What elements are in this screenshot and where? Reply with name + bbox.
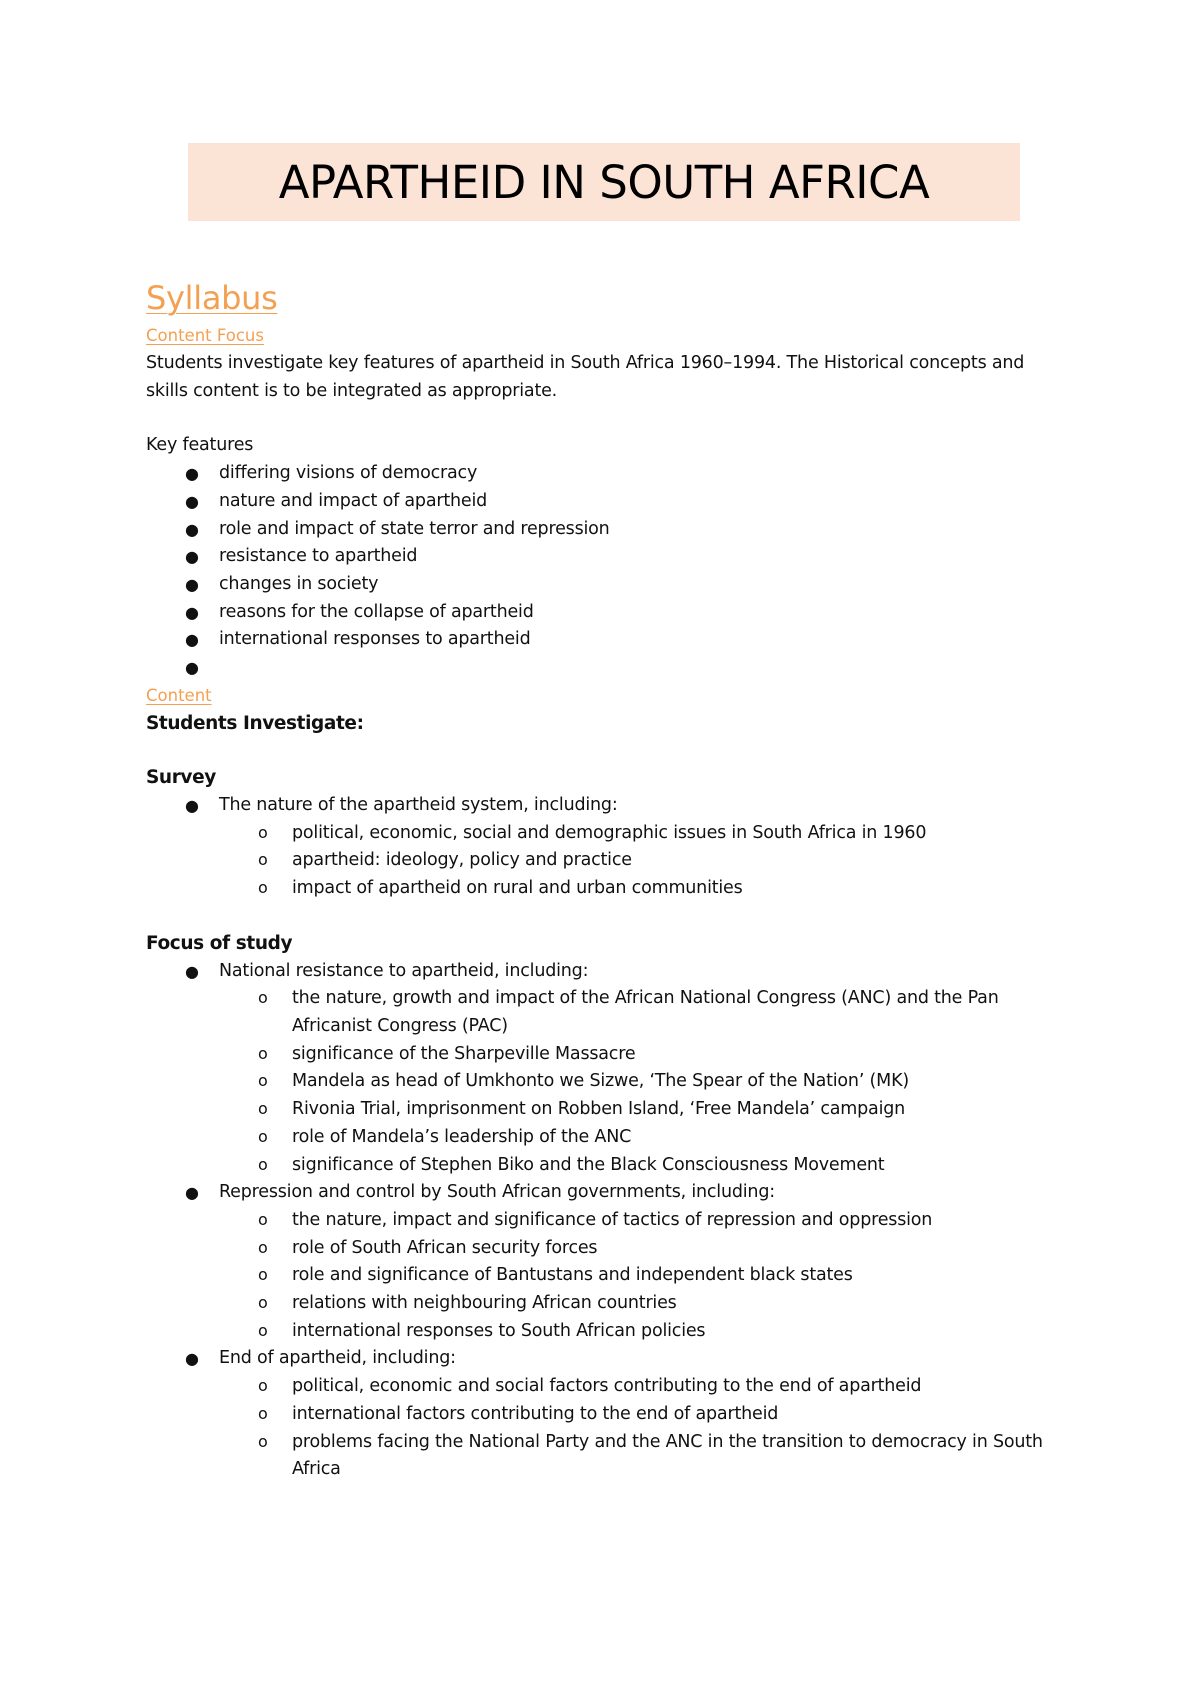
sub-list-item-text: significance of Stephen Biko and the Black Consciousness Movement	[292, 1154, 885, 1175]
sub-list-item-text: significance of the Sharpeville Massacre	[292, 1043, 636, 1064]
sub-list-item-text: international responses to South African policies	[292, 1320, 706, 1341]
bullet-icon: ●	[185, 796, 199, 816]
sub-list	[146, 1373, 1066, 1484]
key-feature-item	[146, 571, 1066, 599]
bullet-icon: ●	[185, 464, 199, 484]
sub-bullet-icon: o	[258, 988, 268, 1008]
list-item-text: The nature of the apartheid system, including:	[219, 795, 618, 816]
sub-list-item-text: problems facing the National Party and the ANC in the transition to democracy in South Africa	[292, 1431, 1043, 1480]
key-features-list	[146, 460, 1066, 682]
key-feature-text: role and impact of state terror and repression	[219, 518, 610, 539]
sub-list-item	[146, 1318, 1066, 1346]
sub-list	[146, 985, 1066, 1179]
content-heading: Content	[146, 685, 212, 705]
key-feature-item	[146, 488, 1066, 516]
sub-list-item	[146, 847, 1066, 875]
sub-list-item-text: apartheid: ideology, policy and practice	[292, 850, 632, 871]
bullet-icon: ●	[185, 602, 199, 622]
sub-list-item-text: role and significance of Bantustans and independent black states	[292, 1265, 853, 1286]
sub-bullet-icon: o	[258, 1265, 268, 1285]
key-feature-text: nature and impact of apartheid	[219, 490, 488, 511]
bullet-icon: ●	[185, 547, 199, 567]
sub-bullet-icon: o	[258, 1293, 268, 1313]
sub-bullet-icon: o	[258, 822, 268, 842]
document-body	[146, 274, 1066, 1484]
key-feature-item	[146, 460, 1066, 488]
sub-bullet-icon: o	[258, 1099, 268, 1119]
sub-bullet-icon: o	[258, 1431, 268, 1451]
list-item-text: National resistance to apartheid, including:	[219, 960, 589, 981]
sub-list-item	[146, 1373, 1066, 1401]
content-focus-heading: Content Focus	[146, 326, 264, 345]
sub-list-item-text: the nature, impact and significance of tactics of repression and oppression	[292, 1209, 933, 1230]
bullet-icon: ●	[185, 630, 199, 650]
sub-list	[146, 1207, 1066, 1346]
sub-list-item	[146, 1207, 1066, 1235]
sub-bullet-icon: o	[258, 850, 268, 870]
key-features-label: Key features	[146, 435, 254, 456]
key-feature-text: reasons for the collapse of apartheid	[219, 601, 534, 622]
sub-list-item	[146, 1429, 1066, 1484]
sub-list-item	[146, 820, 1066, 848]
bullet-icon: ●	[185, 1183, 199, 1203]
title-banner	[188, 143, 1020, 221]
sub-bullet-icon: o	[258, 1376, 268, 1396]
list-item	[146, 958, 1066, 986]
sub-list-item	[146, 1068, 1066, 1096]
key-feature-item	[146, 599, 1066, 627]
bullet-icon: ●	[185, 658, 199, 678]
sub-list-item-text: political, economic, social and demographic issues in South Africa in 1960	[292, 822, 927, 843]
key-feature-item	[146, 654, 1066, 682]
sub-list-item	[146, 985, 1066, 1040]
sub-bullet-icon: o	[258, 1126, 268, 1146]
content-focus-paragraph: Students investigate key features of apartheid in South Africa 1960–1994. The Historical concepts and skills content is to be integrated as appropriate.	[146, 353, 1025, 401]
sub-list-item	[146, 875, 1066, 903]
list-item	[146, 1345, 1066, 1373]
key-feature-text: differing visions of democracy	[219, 463, 478, 484]
sub-list-item-text: political, economic and social factors contributing to the end of apartheid	[292, 1376, 922, 1397]
sub-list-item	[146, 1041, 1066, 1069]
bullet-icon: ●	[185, 1349, 199, 1369]
sub-list	[146, 820, 1066, 903]
page-title: APARTHEID IN SOUTH AFRICA	[278, 155, 930, 209]
focus-of-study-list	[146, 958, 1066, 1484]
sub-list-item-text: role of Mandela’s leadership of the ANC	[292, 1126, 632, 1147]
sub-list-item	[146, 1096, 1066, 1124]
sub-list-item-text: Mandela as head of Umkhonto we Sizwe, ‘The Spear of the Nation’ (MK)	[292, 1071, 909, 1092]
list-item	[146, 792, 1066, 820]
sub-list-item-text: role of South African security forces	[292, 1237, 598, 1258]
sub-list-item	[146, 1124, 1066, 1152]
survey-heading: Survey	[146, 767, 216, 789]
key-feature-text: international responses to apartheid	[219, 629, 531, 650]
key-feature-item	[146, 516, 1066, 544]
bullet-icon: ●	[185, 519, 199, 539]
focus-of-study-heading: Focus of study	[146, 932, 293, 954]
sub-bullet-icon: o	[258, 1071, 268, 1091]
sub-bullet-icon: o	[258, 1209, 268, 1229]
bullet-icon: ●	[185, 961, 199, 981]
bullet-icon: ●	[185, 574, 199, 594]
sub-list-item-text: the nature, growth and impact of the African National Congress (ANC) and the Pan Africanist Congress (PAC)	[292, 988, 999, 1036]
survey-list	[146, 792, 1066, 903]
sub-list-item-text: impact of apartheid on rural and urban communities	[292, 878, 743, 899]
sub-list-item	[146, 1290, 1066, 1318]
key-feature-item	[146, 626, 1066, 654]
sub-list-item-text: relations with neighbouring African countries	[292, 1293, 677, 1314]
sub-bullet-icon: o	[258, 1320, 268, 1340]
sub-list-item-text: international factors contributing to the end of apartheid	[292, 1403, 779, 1424]
syllabus-heading: Syllabus	[146, 279, 278, 317]
key-feature-item	[146, 543, 1066, 571]
list-item-text: Repression and control by South African governments, including:	[219, 1182, 775, 1203]
list-item	[146, 1179, 1066, 1207]
list-item-text: End of apartheid, including:	[219, 1348, 456, 1369]
sub-list-item	[146, 1235, 1066, 1263]
bullet-icon: ●	[185, 491, 199, 511]
sub-list-item	[146, 1152, 1066, 1180]
key-feature-text: changes in society	[219, 573, 379, 594]
key-feature-text: resistance to apartheid	[219, 546, 418, 567]
sub-list-item-text: Rivonia Trial, imprisonment on Robben Island, ‘Free Mandela’ campaign	[292, 1099, 906, 1120]
sub-list-item	[146, 1262, 1066, 1290]
sub-bullet-icon: o	[258, 1237, 268, 1257]
sub-bullet-icon: o	[258, 1403, 268, 1423]
sub-bullet-icon: o	[258, 1154, 268, 1174]
sub-list-item	[146, 1401, 1066, 1429]
sub-bullet-icon: o	[258, 1043, 268, 1063]
sub-bullet-icon: o	[258, 878, 268, 898]
students-investigate-heading: Students Investigate:	[146, 712, 364, 734]
